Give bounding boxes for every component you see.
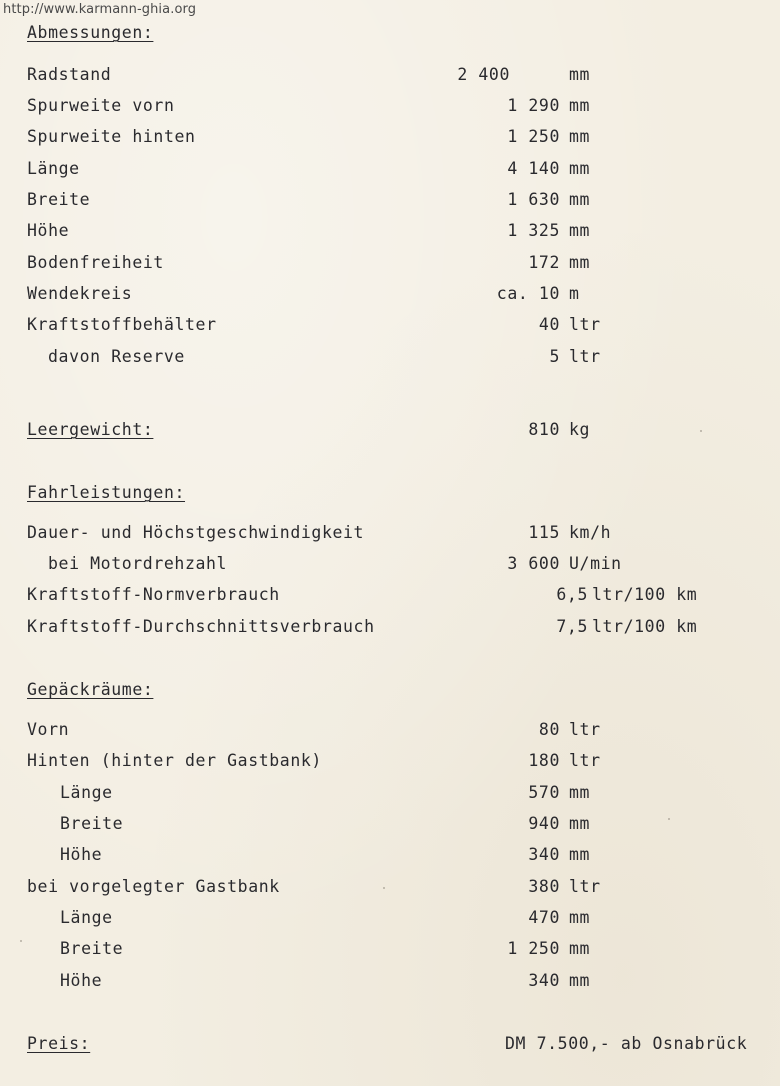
row-value: 1 250 bbox=[507, 127, 560, 146]
row-label: Höhe bbox=[60, 971, 103, 990]
row-label: Spurweite hinten bbox=[27, 127, 196, 146]
row-unit: mm bbox=[569, 253, 591, 272]
heading-fahrleistungen: Fahrleistungen: bbox=[27, 483, 186, 502]
leergewicht-unit: kg bbox=[569, 420, 591, 439]
row-unit: mm bbox=[569, 127, 591, 146]
row-label: Kraftstoff-Normverbrauch bbox=[27, 585, 280, 604]
row-label: Hinten (hinter der Gastbank) bbox=[27, 751, 322, 770]
row-unit: ltr/100 km bbox=[592, 585, 698, 604]
row-label: Breite bbox=[60, 814, 124, 833]
row-unit: mm bbox=[569, 845, 591, 864]
row-value: 1 630 bbox=[507, 190, 560, 209]
row-value: 3 600 bbox=[507, 554, 560, 573]
heading-abmessungen: Abmessungen: bbox=[27, 23, 154, 42]
row-value: 4 140 bbox=[507, 159, 560, 178]
row-value: 172 bbox=[528, 253, 560, 272]
paper-speck bbox=[668, 818, 670, 820]
row-unit: ltr bbox=[569, 877, 601, 896]
row-unit: ltr bbox=[569, 315, 601, 334]
heading-preis: Preis: bbox=[27, 1034, 91, 1053]
paper-speck bbox=[20, 940, 22, 942]
paper-speck bbox=[383, 887, 385, 889]
row-unit: km/h bbox=[569, 523, 612, 542]
row-label: Dauer- und Höchstgeschwindigkeit bbox=[27, 523, 365, 542]
heading-gepaeckraeume: Gepäckräume: bbox=[27, 680, 154, 699]
row-unit: mm bbox=[569, 814, 591, 833]
row-label: Länge bbox=[60, 783, 113, 802]
row-label: Spurweite vorn bbox=[27, 96, 175, 115]
row-value: 115 bbox=[528, 523, 560, 542]
row-label: Breite bbox=[27, 190, 91, 209]
row-unit: m bbox=[569, 284, 580, 303]
row-label: Breite bbox=[60, 939, 124, 958]
row-unit: ltr bbox=[569, 720, 601, 739]
row-label: Länge bbox=[27, 159, 80, 178]
row-label: bei vorgelegter Gastbank bbox=[27, 877, 280, 896]
row-value: 180 bbox=[528, 751, 560, 770]
row-value: 340 bbox=[528, 845, 560, 864]
row-unit: ltr/100 km bbox=[592, 617, 698, 636]
row-label: Höhe bbox=[27, 221, 70, 240]
row-label: davon Reserve bbox=[48, 347, 185, 366]
row-value: 1 325 bbox=[507, 221, 560, 240]
row-value: 570 bbox=[528, 783, 560, 802]
row-label: bei Motordrehzahl bbox=[48, 554, 228, 573]
row-value: 6,5 bbox=[556, 585, 588, 604]
row-label: Bodenfreiheit bbox=[27, 253, 164, 272]
row-value: 7,5 bbox=[556, 617, 588, 636]
row-value: 80 bbox=[538, 720, 560, 739]
row-unit: mm bbox=[569, 96, 591, 115]
leergewicht-value: 810 bbox=[528, 420, 560, 439]
row-value: 940 bbox=[528, 814, 560, 833]
row-unit: U/min bbox=[569, 554, 622, 573]
row-unit: mm bbox=[569, 908, 591, 927]
row-label: Kraftstoff-Durchschnittsverbrauch bbox=[27, 617, 375, 636]
heading-leergewicht: Leergewicht: bbox=[27, 420, 154, 439]
row-unit: mm bbox=[569, 221, 591, 240]
watermark-url: http://www.karmann-ghia.org bbox=[3, 2, 197, 17]
paper-speck bbox=[700, 430, 702, 432]
row-unit: mm bbox=[569, 65, 591, 84]
row-value: 1 290 bbox=[507, 96, 560, 115]
preis-value: DM 7.500,- ab Osnabrück bbox=[505, 1034, 748, 1053]
row-unit: mm bbox=[569, 783, 591, 802]
row-value: 2 400 bbox=[457, 65, 510, 84]
row-value: 5 bbox=[549, 347, 560, 366]
row-unit: mm bbox=[569, 939, 591, 958]
row-value: 380 bbox=[528, 877, 560, 896]
row-value: 340 bbox=[528, 971, 560, 990]
row-value: ca. 10 bbox=[496, 284, 560, 303]
row-value: 40 bbox=[538, 315, 560, 334]
row-label: Länge bbox=[60, 908, 113, 927]
row-label: Vorn bbox=[27, 720, 70, 739]
row-label: Radstand bbox=[27, 65, 112, 84]
row-label: Höhe bbox=[60, 845, 103, 864]
row-unit: mm bbox=[569, 971, 591, 990]
row-value: 470 bbox=[528, 908, 560, 927]
row-label: Kraftstoffbehälter bbox=[27, 315, 217, 334]
row-unit: ltr bbox=[569, 751, 601, 770]
row-unit: ltr bbox=[569, 347, 601, 366]
row-unit: mm bbox=[569, 159, 591, 178]
row-value: 1 250 bbox=[507, 939, 560, 958]
row-unit: mm bbox=[569, 190, 591, 209]
row-label: Wendekreis bbox=[27, 284, 133, 303]
